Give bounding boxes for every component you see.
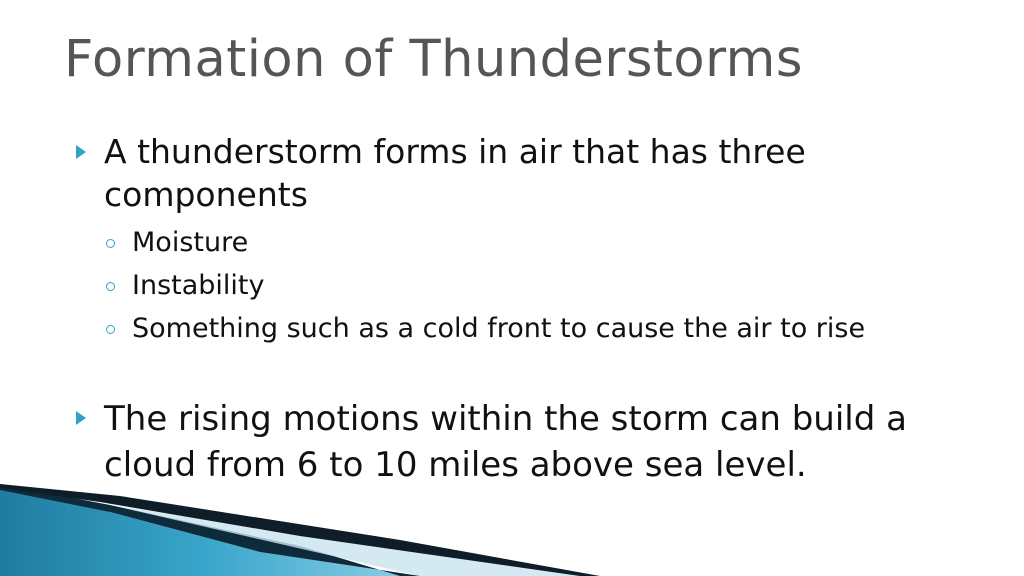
bullet-text: A thunderstorm forms in air that has three components: [104, 132, 806, 214]
sub-bullet-text: Something such as a cold front to cause the air to rise: [132, 313, 866, 344]
slide-title: Formation of Thunderstorms: [64, 30, 803, 89]
sub-bullet-text: Moisture: [132, 227, 249, 258]
sub-bullet-text: Instability: [132, 270, 265, 301]
bullet-text: The rising motions within the storm can build a cloud from 6 to 10 miles above sea level.: [104, 399, 907, 485]
